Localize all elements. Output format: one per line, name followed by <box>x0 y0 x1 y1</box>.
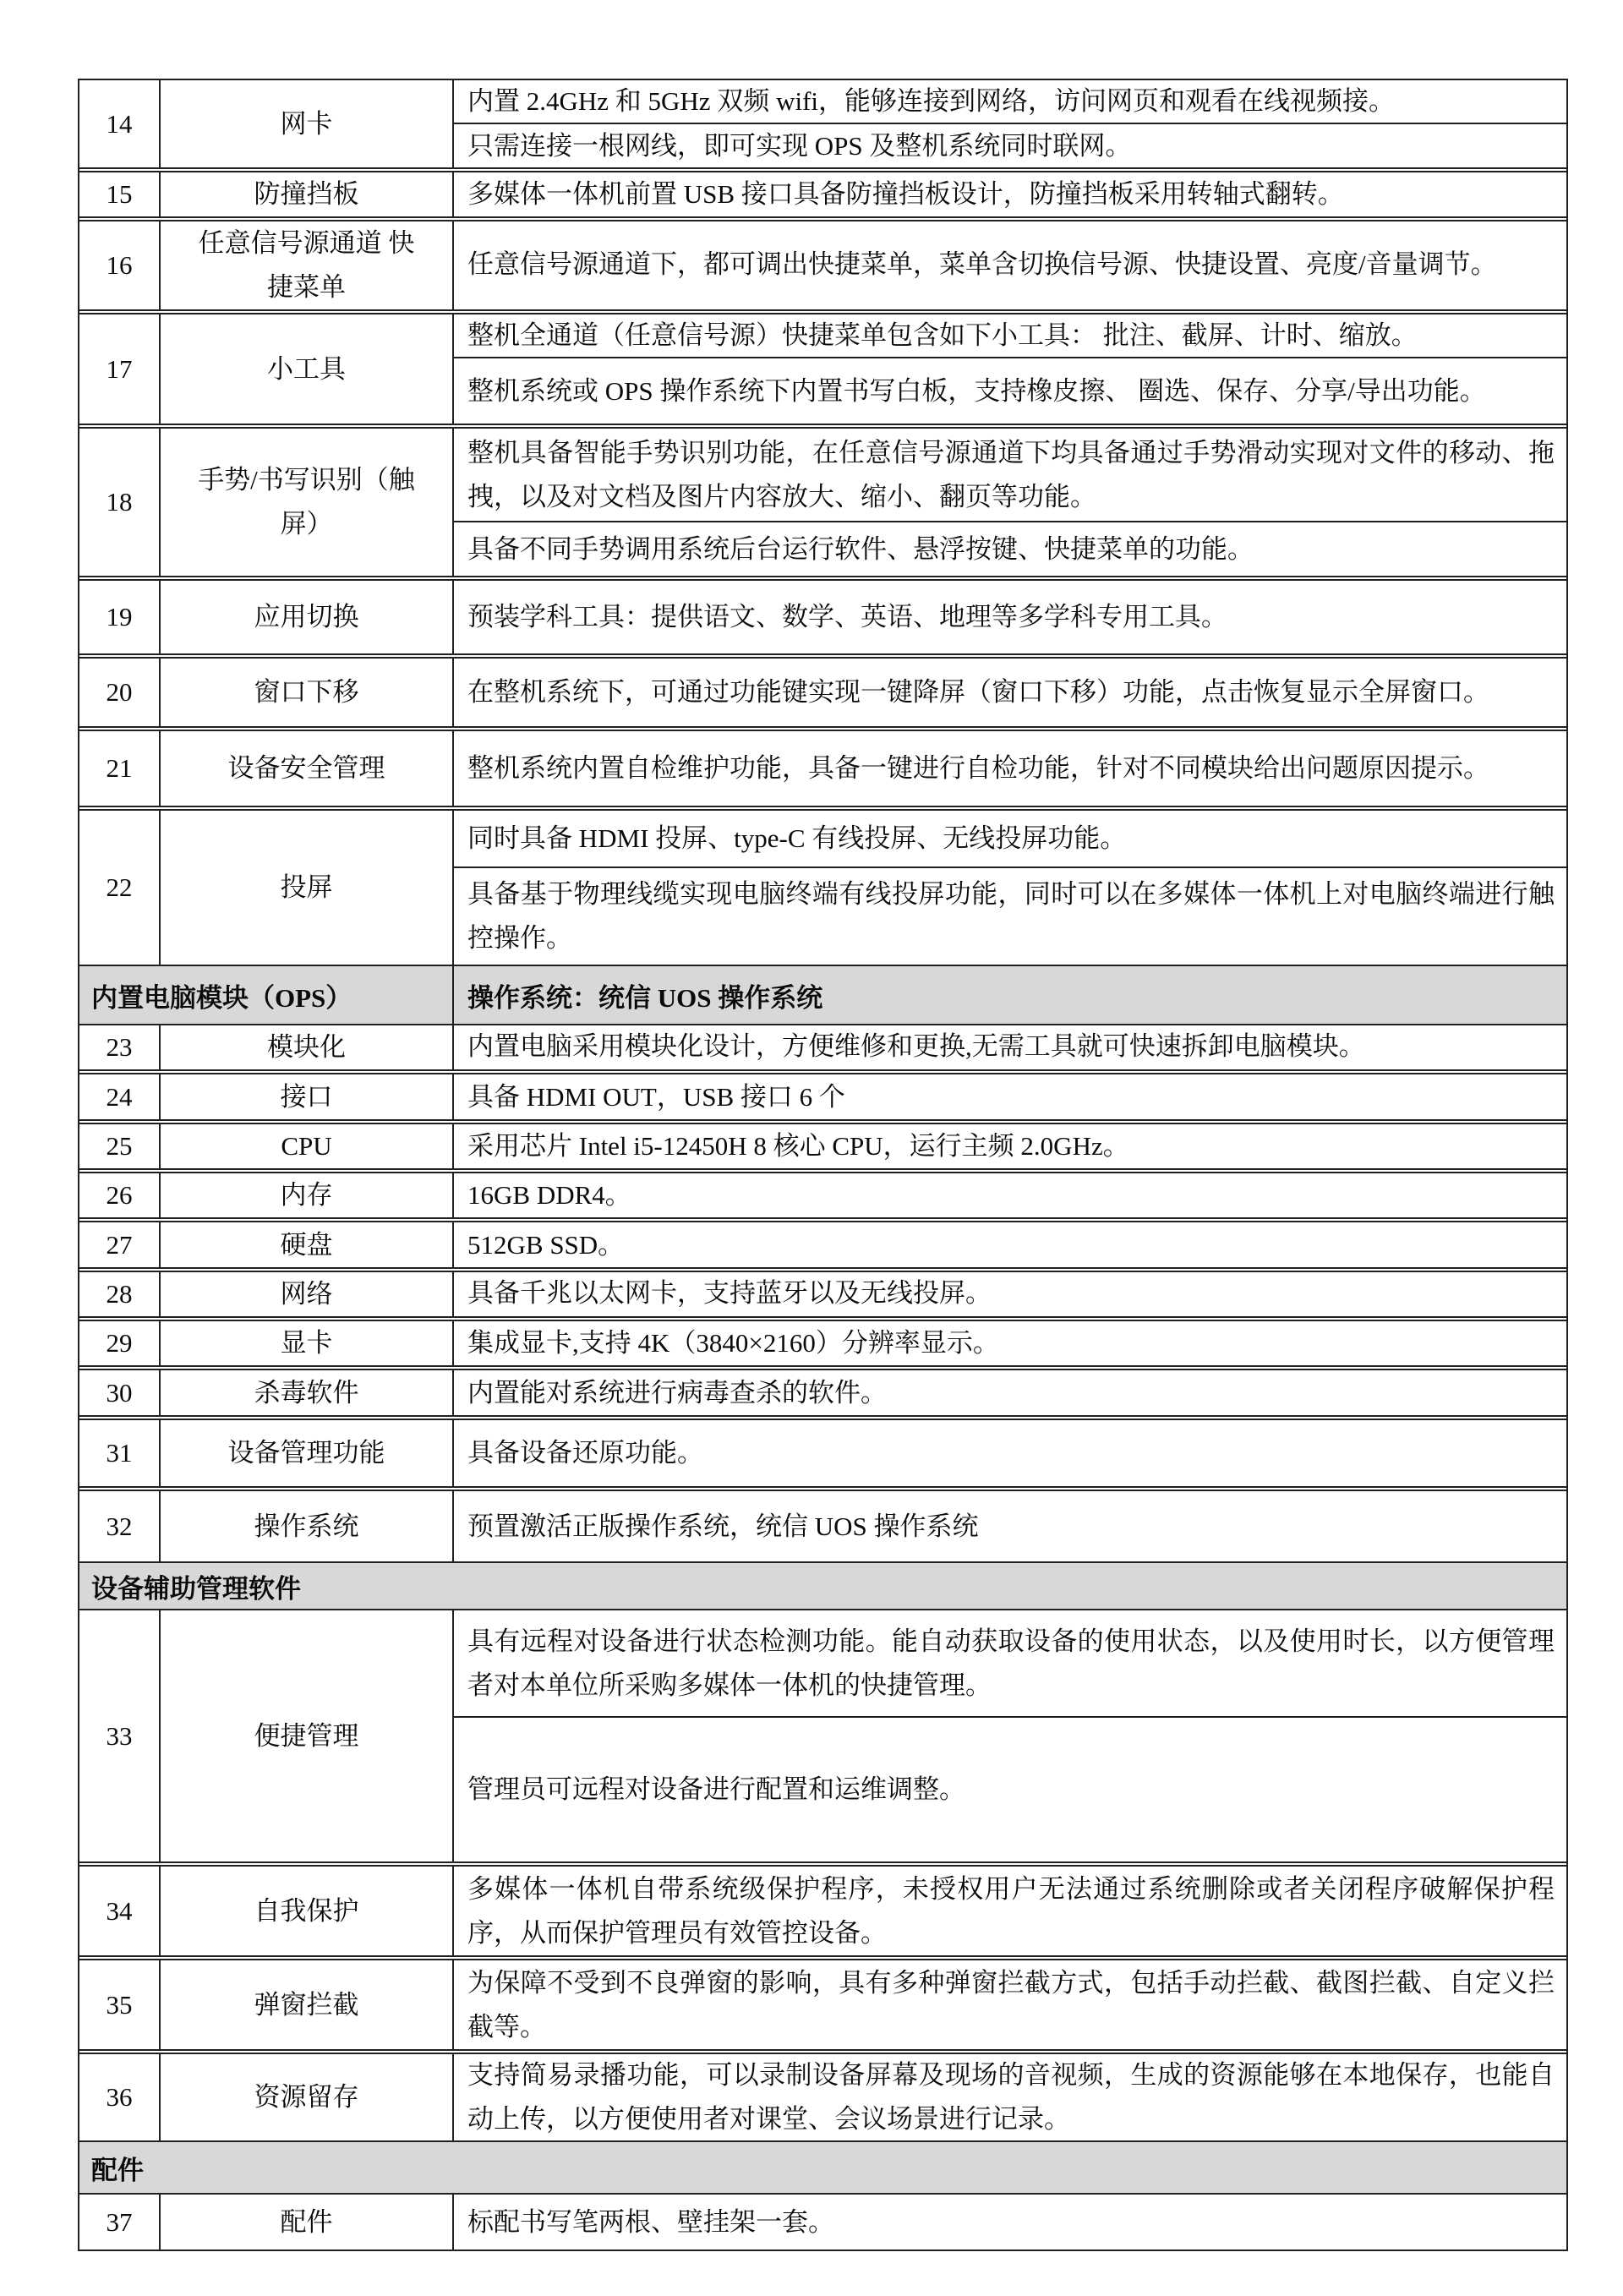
spec-text: 同时具备 HDMI 投屏、type-C 有线投屏、无线投屏功能。 <box>467 823 1127 853</box>
spec-text: 为保障不受到不良弹窗的影响，具有多种弹窗拦截方式，包括手动拦截、截图拦截、自定义拦截等。 <box>467 1967 1555 2042</box>
spec-text: 16GB DDR4。 <box>467 1180 631 1210</box>
table-row-37 <box>79 2193 1566 2250</box>
section-header-ops <box>79 965 1566 1024</box>
section-title: 配件 <box>91 2155 144 2185</box>
table-row-34 <box>79 1861 1566 1955</box>
feature-name: 设备安全管理 <box>161 731 454 806</box>
table-row-15 <box>79 167 1566 216</box>
row-number: 26 <box>79 1173 161 1217</box>
section-subtitle: 操作系统：统信 UOS 操作系统 <box>467 982 823 1013</box>
table-row-36 <box>79 2049 1566 2140</box>
table-row-25 <box>79 1119 1566 1168</box>
spec-text: 具备 HDMI OUT，USB 接口 6 个 <box>467 1081 845 1112</box>
spec-text: 预装学科工具：提供语文、数学、英语、地理等多学科专用工具。 <box>467 602 1227 631</box>
feature-name: 防撞挡板 <box>161 172 454 216</box>
row-number: 31 <box>79 1420 161 1486</box>
table-row-16 <box>79 216 1566 309</box>
section-header-management-software <box>79 1561 1566 1609</box>
feature-name: 显卡 <box>161 1321 454 1365</box>
row-number: 34 <box>79 1867 161 1955</box>
spec-text: 只需连接一根网线，即可实现 OPS 及整机系统同时联网。 <box>467 130 1132 161</box>
spec-text: 多媒体一体机前置 USB 接口具备防撞挡板设计，防撞挡板采用转轴式翻转。 <box>467 179 1344 209</box>
feature-name: 内存 <box>161 1173 454 1217</box>
row-number: 32 <box>79 1491 161 1561</box>
feature-name: 手势/书写识别（触屏） <box>161 429 454 576</box>
row-number: 21 <box>79 731 161 806</box>
spec-text: 具备设备还原功能。 <box>467 1438 703 1468</box>
row-number: 30 <box>79 1370 161 1415</box>
row-number: 23 <box>79 1025 161 1069</box>
spec-text: 任意信号源通道下，都可调出快捷菜单，菜单含切换信号源、快捷设置、亮度/音量调节。 <box>467 249 1497 279</box>
feature-name: 小工具 <box>161 314 454 424</box>
spec-text: 内置 2.4GHz 和 5GHz 双频 wifi，能够连接到网络，访问网页和观看在线视频接。 <box>467 86 1396 116</box>
feature-name: CPU <box>161 1124 454 1168</box>
feature-name: 接口 <box>161 1074 454 1119</box>
spec-table <box>78 79 1568 2251</box>
spec-text: 整机系统或 OPS 操作系统下内置书写白板，支持橡皮擦、 圈选、保存、分享/导出功能。 <box>467 375 1486 406</box>
spec-text: 具备基于物理线缆实现电脑终端有线投屏功能，同时可以在多媒体一体机上对电脑终端进行触控操作。 <box>467 879 1555 953</box>
row-number: 33 <box>79 1610 161 1861</box>
table-row-21 <box>79 726 1566 806</box>
table-row-29 <box>79 1316 1566 1365</box>
row-number: 17 <box>79 314 161 424</box>
table-row-17 <box>79 309 1566 424</box>
table-row-23 <box>79 1024 1566 1069</box>
spec-text: 整机全通道（任意信号源）快捷菜单包含如下小工具： 批注、截屏、计时、缩放。 <box>467 320 1418 350</box>
spec-text: 管理员可远程对设备进行配置和运维调整。 <box>467 1774 965 1804</box>
feature-name: 资源留存 <box>161 2054 454 2140</box>
feature-name: 投屏 <box>161 811 454 965</box>
spec-text: 整机系统内置自检维护功能，具备一键进行自检功能，针对不同模块给出问题原因提示。 <box>467 753 1489 783</box>
row-number: 19 <box>79 581 161 653</box>
feature-name: 窗口下移 <box>161 659 454 726</box>
spec-text: 内置能对系统进行病毒查杀的软件。 <box>467 1377 887 1408</box>
row-number: 35 <box>79 1960 161 2049</box>
section-title: 设备辅助管理软件 <box>91 1573 301 1604</box>
feature-name: 弹窗拦截 <box>161 1960 454 2049</box>
feature-name: 硬盘 <box>161 1222 454 1267</box>
spec-text: 内置电脑采用模块化设计，方便维修和更换,无需工具就可快速拆卸电脑模块。 <box>467 1031 1365 1061</box>
feature-name: 应用切换 <box>161 581 454 653</box>
feature-name: 自我保护 <box>161 1867 454 1955</box>
spec-text: 512GB SSD。 <box>467 1229 625 1260</box>
spec-text: 多媒体一体机自带系统级保护程序，未授权用户无法通过系统删除或者关闭程序破解保护程序，从而保护管理员有效管控设备。 <box>467 1873 1555 1948</box>
row-number: 22 <box>79 811 161 965</box>
table-row-19 <box>79 576 1566 653</box>
table-row-31 <box>79 1415 1566 1486</box>
table-row-32 <box>79 1486 1566 1561</box>
table-row-20 <box>79 653 1566 726</box>
spec-text: 具备不同手势调用系统后台运行软件、悬浮按键、快捷菜单的功能。 <box>467 533 1254 564</box>
spec-text: 集成显卡,支持 4K（3840×2160）分辨率显示。 <box>467 1327 999 1358</box>
feature-name: 模块化 <box>161 1025 454 1069</box>
table-row-22 <box>79 806 1566 965</box>
feature-name: 便捷管理 <box>161 1610 454 1861</box>
spec-text: 预置激活正版操作系统，统信 UOS 操作系统 <box>467 1511 979 1541</box>
table-row-26 <box>79 1168 1566 1217</box>
row-number: 14 <box>79 80 161 167</box>
row-number: 24 <box>79 1074 161 1119</box>
table-row-27 <box>79 1217 1566 1267</box>
table-row-18 <box>79 424 1566 576</box>
spec-text: 具有远程对设备进行状态检测功能。能自动获取设备的使用状态，以及使用时长，以方便管理者对本单位所采购多媒体一体机的快捷管理。 <box>467 1626 1555 1700</box>
feature-name: 配件 <box>161 2195 454 2250</box>
section-title: 内置电脑模块（OPS） <box>79 966 454 1024</box>
feature-name: 网卡 <box>161 80 454 167</box>
feature-name: 网络 <box>161 1272 454 1316</box>
row-number: 28 <box>79 1272 161 1316</box>
feature-name: 杀毒软件 <box>161 1370 454 1415</box>
spec-text: 具备千兆以太网卡，支持蓝牙以及无线投屏。 <box>467 1278 992 1308</box>
spec-text: 整机具备智能手势识别功能，在任意信号源通道下均具备通过手势滑动实现对文件的移动、拖拽，以及对文档及图片内容放大、缩小、翻页等功能。 <box>467 437 1555 511</box>
row-number: 29 <box>79 1321 161 1365</box>
table-row-24 <box>79 1069 1566 1119</box>
row-number: 16 <box>79 221 161 309</box>
row-number: 18 <box>79 429 161 576</box>
table-row-30 <box>79 1365 1566 1415</box>
feature-name: 设备管理功能 <box>161 1420 454 1486</box>
section-header-accessories <box>79 2140 1566 2193</box>
spec-text: 在整机系统下，可通过功能键实现一键降屏（窗口下移）功能，点击恢复显示全屏窗口。 <box>467 677 1489 707</box>
feature-name: 操作系统 <box>161 1491 454 1561</box>
spec-text: 采用芯片 Intel i5-12450H 8 核心 CPU，运行主频 2.0GHz。 <box>467 1130 1129 1161</box>
row-number: 36 <box>79 2054 161 2140</box>
table-row-14 <box>79 80 1566 167</box>
table-row-33 <box>79 1609 1566 1861</box>
row-number: 37 <box>79 2195 161 2250</box>
table-row-35 <box>79 1955 1566 2049</box>
row-number: 25 <box>79 1124 161 1168</box>
spec-text: 标配书写笔两根、壁挂架一套。 <box>467 2206 834 2237</box>
row-number: 27 <box>79 1222 161 1267</box>
row-number: 15 <box>79 172 161 216</box>
spec-text: 支持简易录播功能，可以录制设备屏幕及现场的音视频，生成的资源能够在本地保存，也能自动上传，以方便使用者对课堂、会议场景进行记录。 <box>467 2060 1555 2134</box>
table-row-28 <box>79 1267 1566 1316</box>
feature-name: 任意信号源通道 快捷菜单 <box>161 221 454 309</box>
row-number: 20 <box>79 659 161 726</box>
